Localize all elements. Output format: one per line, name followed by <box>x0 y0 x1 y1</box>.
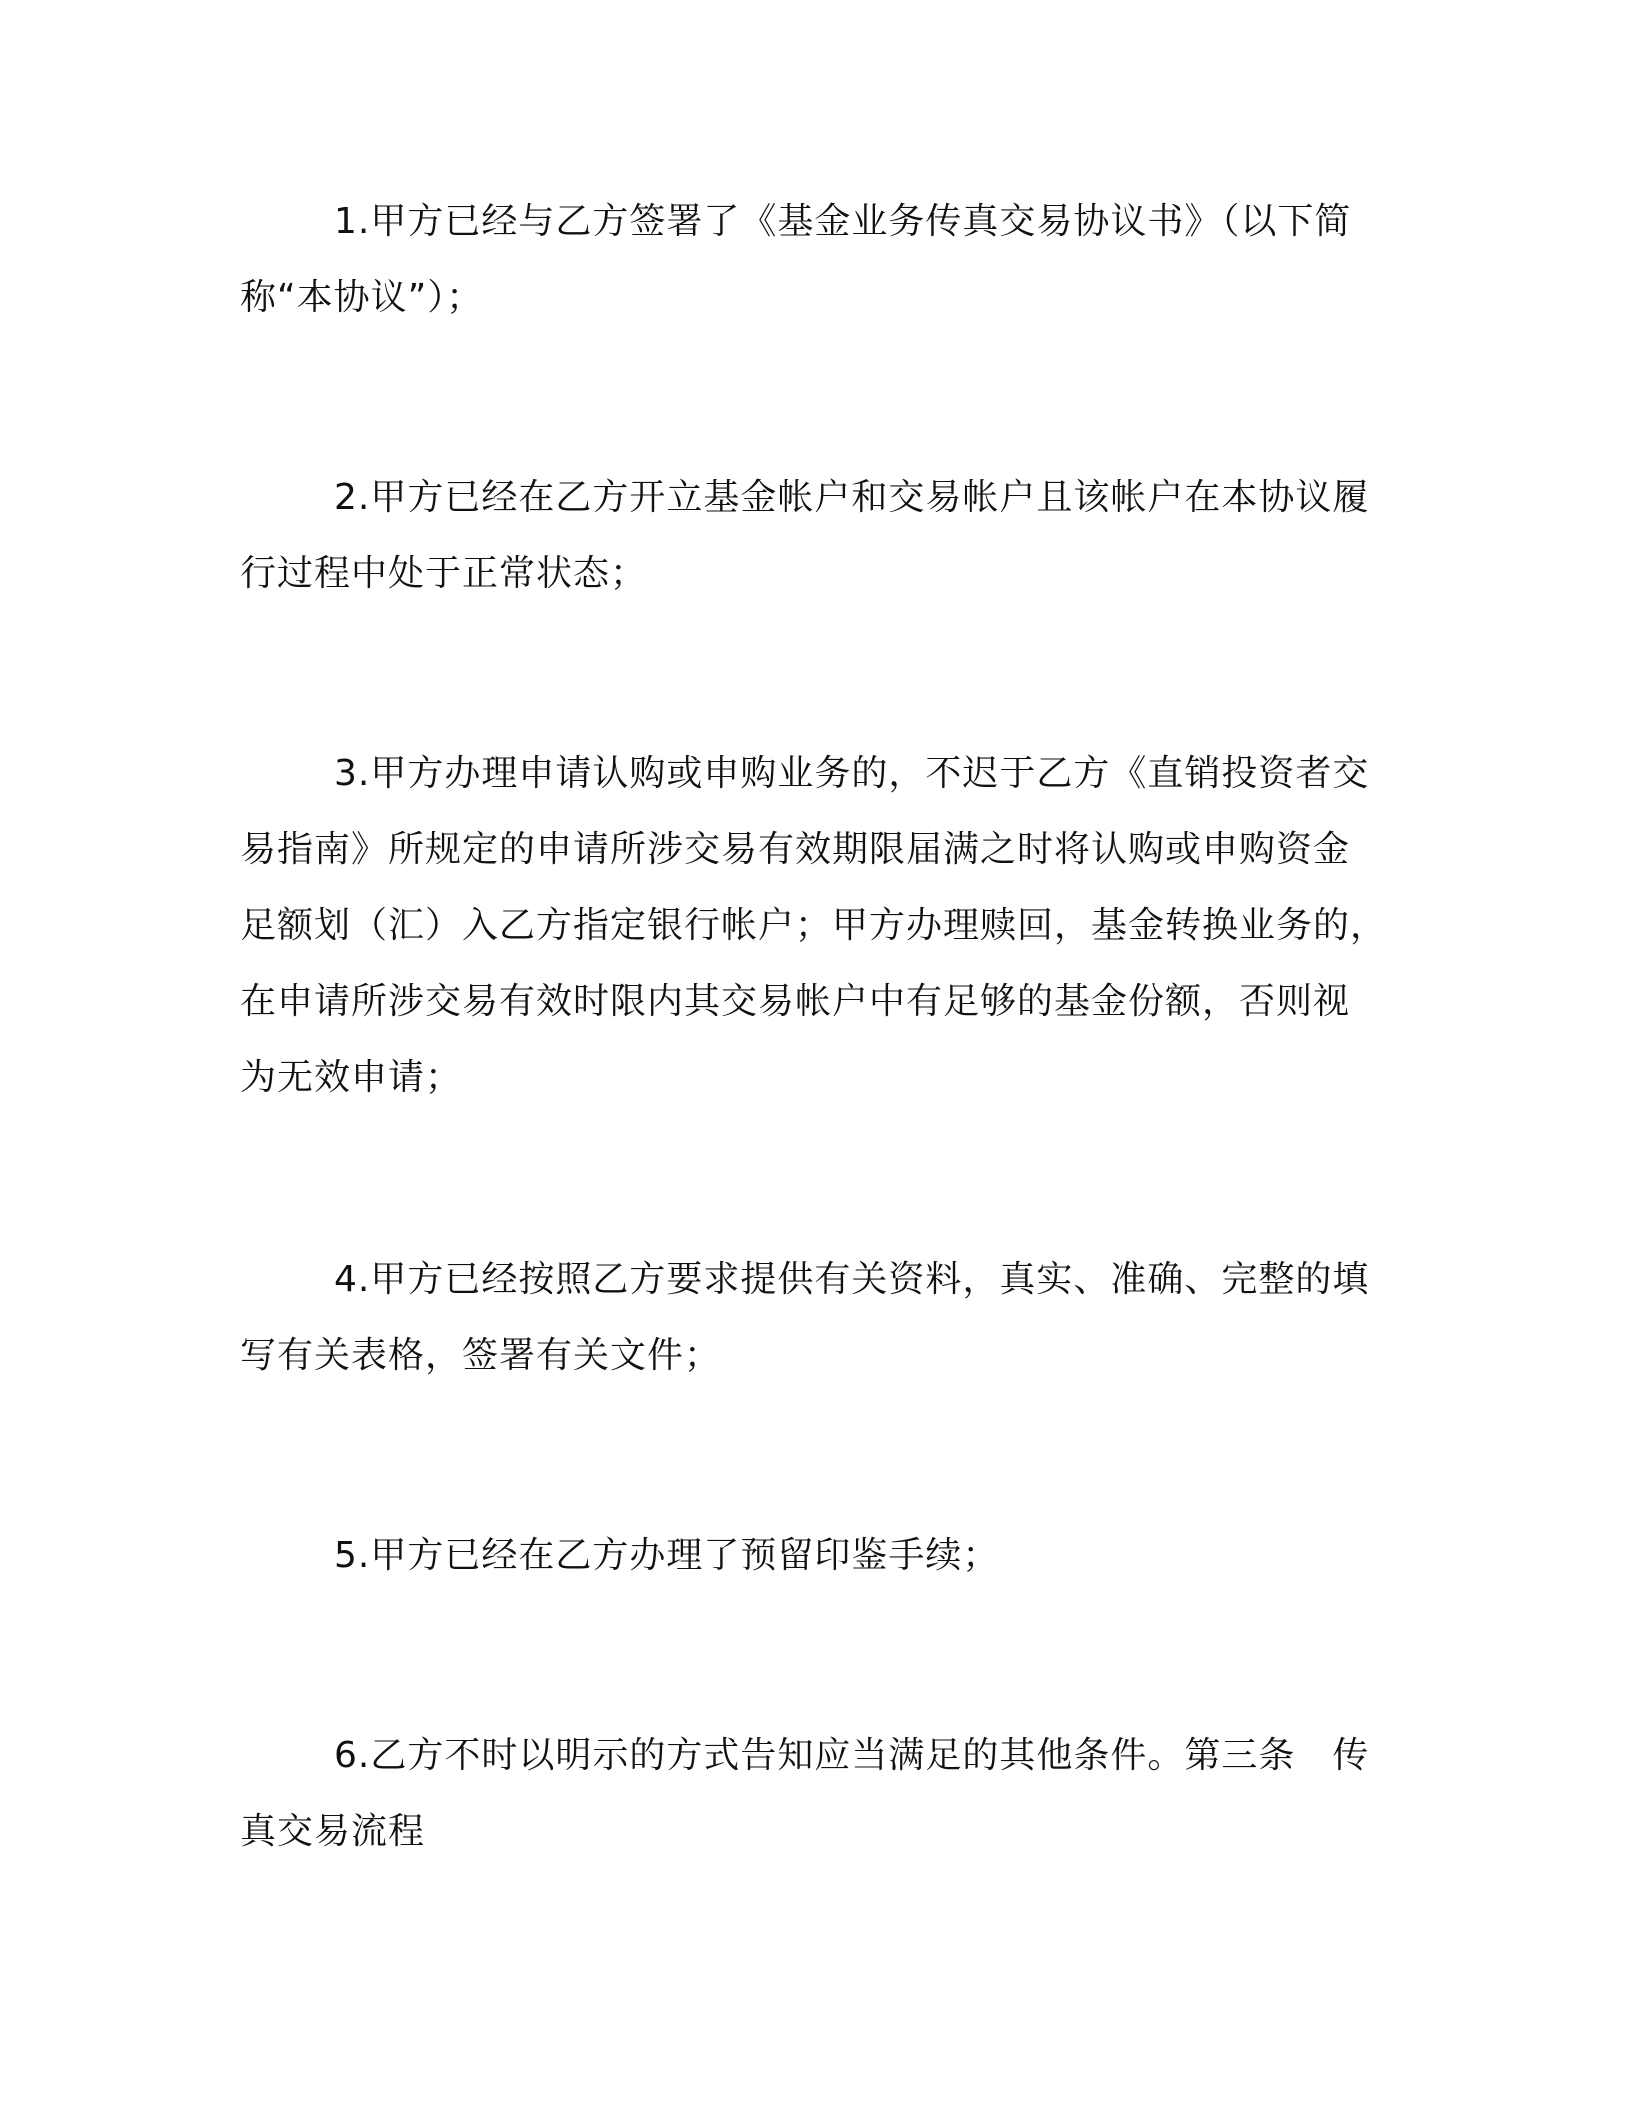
paragraph-line: 行过程中处于正常状态； <box>240 553 648 594</box>
paragraph-line: 3.甲方办理申请认购或申购业务的，不迟于乙方《直销投资者交 <box>334 753 1370 794</box>
paragraph-line: 真交易流程 <box>240 1811 426 1852</box>
paragraph-5 <box>240 1518 1370 1594</box>
paragraph-line: 在申请所涉交易有效时限内其交易帐户中有足够的基金份额，否则视 <box>240 981 1351 1022</box>
paragraph-6 <box>240 1718 1370 1870</box>
paragraph-line: 写有关表格，签署有关文件； <box>240 1335 722 1376</box>
paragraph-line: 为无效申请； <box>240 1057 463 1098</box>
paragraph-2 <box>240 460 1370 612</box>
paragraph-4 <box>240 1242 1370 1394</box>
paragraph-line: 足额划（汇）入乙方指定银行帐户；甲方办理赎回，基金转换业务的， <box>240 905 1388 946</box>
paragraph-line: 称“本协议”）； <box>240 277 484 318</box>
paragraph-3 <box>240 736 1388 1116</box>
paragraph-line: 2.甲方已经在乙方开立基金帐户和交易帐户且该帐户在本协议履 <box>334 477 1370 518</box>
paragraph-line: 1.甲方已经与乙方签署了《基金业务传真交易协议书》（以下简 <box>334 201 1352 242</box>
paragraph-line: 4.甲方已经按照乙方要求提供有关资料，真实、准确、完整的填 <box>334 1259 1370 1300</box>
paragraph-line: 6.乙方不时以明示的方式告知应当满足的其他条件。第三条 传 <box>334 1735 1370 1776</box>
paragraph-line: 5.甲方已经在乙方办理了预留印鉴手续； <box>334 1535 1000 1576</box>
paragraph-line: 易指南》所规定的申请所涉交易有效期限届满之时将认购或申购资金 <box>240 829 1351 870</box>
paragraph-1 <box>240 184 1370 336</box>
